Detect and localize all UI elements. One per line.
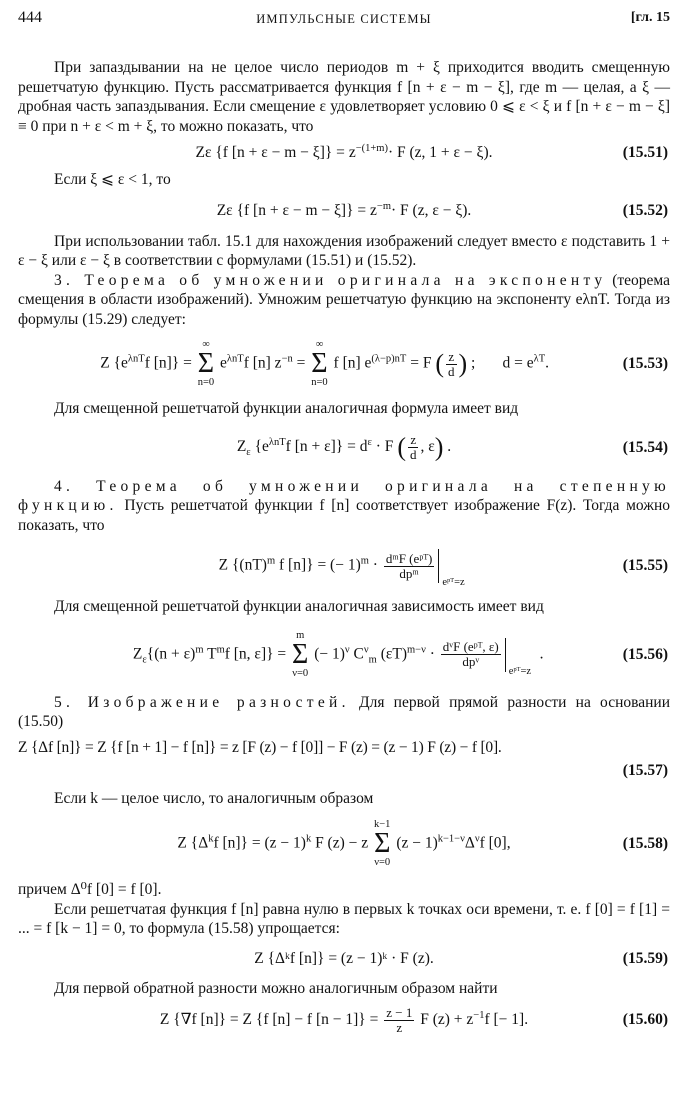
equation-15-59: Z {Δᵏf [n]} = (z − 1)ᵏ · F (z). (15.59) bbox=[254, 949, 668, 967]
paragraph-delta-zero: причем Δ⁰f [0] = f [0]. bbox=[18, 881, 162, 898]
equation-number: (15.57) bbox=[622, 762, 668, 779]
equation-number: (15.55) bbox=[622, 557, 668, 575]
paragraph-theorem-4: 4. Теорема об умножении оригинала на степенную функцию. Пусть решетчатой функции f [n] соответствует изображение F(z). Тогда можно показать, что bbox=[18, 477, 671, 534]
paragraph-theorem-3: 3. Теорема об умножении оригинала на экспоненту (теорема смещения в области изображений). Умножим решетчатую функцию на экспоненту eλnT. Тогда из формулы (15.29) следует: bbox=[18, 271, 670, 328]
page-number: 444 bbox=[18, 9, 42, 26]
paragraph-table-usage: При использовании табл. 15.1 для нахождения изображений следует вместо ε подставить 1 + ε − ξ или ε − ξ в соответствии с формулами (15.51) и (15.52). bbox=[18, 232, 670, 269]
equation-15-54: $Z_\varepsilon$ {$e^{\lambda nT}f$ $[n + \varepsilon]\} = d^\varepsilon \cdot F$ ( $\frac{z}{d}$ , ε) . (15.54) bbox=[236, 432, 668, 462]
theorem-3-title: 3. Теорема об умножении оригинала на экспоненту bbox=[54, 271, 607, 289]
paragraph-case: Если ξ ⩽ ε < 1, то bbox=[54, 171, 171, 188]
paragraph-theorem-5: 5. Изображение разностей. Для первой прямой разности на основании (15.50) bbox=[18, 693, 670, 730]
equation-number: (15.56) bbox=[622, 645, 668, 663]
equation-15-58: Z {$\Delta^kf$ $[n]\} = (z - 1)^k$ F (z) − z k−1 Σ ν=0 $(z - 1)^{k-1-\nu}\Delta^\nu f$ [0], (15.58) bbox=[177, 819, 668, 868]
equation-number: (15.51) bbox=[622, 144, 668, 162]
equation-15-55: Z {(nT)$^m$ f [n]} = (− 1)$^m$ · $\frac{\text{dᵐF (eᵖᵀ)}}{\text{dpᵐ}}$ eᵖᵀ=z (15.55) bbox=[218, 550, 668, 588]
paragraph-shifted-2: Для смещенной решетчатой функции аналогичная зависимость имеет вид bbox=[54, 598, 544, 615]
paragraph-k-difference: Если k — целое число, то аналогичным образом bbox=[54, 789, 374, 807]
theorem-5-title: 5. Изображение разностей. bbox=[54, 693, 350, 711]
equation-15-56: $Z_\varepsilon\{(n + \varepsilon)^m$ $T^mf$ [n, ε]} = m Σ ν=0 (− 1)$^\nu$ $C^\nu_m$ $(\varepsilon T)^{m-\nu}$ · $\frac{\text{dᵛF (eᵖᵀ, ε)}}{\text{dpᵛ}}$ eᵖᵀ=z . (15.56) bbox=[132, 629, 668, 679]
equation-15-53: Z {$e^{\lambda nT}f$ [n]} = ∞ Σ n=0 $e^{\lambda nT}f$ [n] $z^{-n}$ = ∞ Σ n=0 f [n] $e^{(\lambda-p)nT} = F$ ( $\frac{z}{d}$ ) ; $d = e^{\lambda T}$. (15.53) bbox=[100, 339, 668, 388]
equation-15-60: Z {∇f [n]} = Z {f [n] − f [n − 1]} = $\frac{z - 1}{z}$ F $(z) + z^{-1}f$ [− 1]. (15.60) bbox=[159, 1004, 668, 1035]
equation-number: (15.58) bbox=[622, 835, 668, 853]
equation-number: (15.52) bbox=[622, 201, 668, 219]
theorem-4-title: 4. Теорема об умножении оригинала на степенную функцию. bbox=[18, 477, 670, 514]
page-header bbox=[18, 8, 670, 30]
equation-number: (15.60) bbox=[622, 1011, 668, 1029]
chapter-label: [гл. 15 bbox=[630, 10, 670, 25]
paragraph-backward-difference: Для первой обратной разности можно аналогичным образом найти bbox=[54, 979, 498, 997]
running-title: ИМПУЛЬСНЫЕ СИСТЕМЫ bbox=[256, 12, 432, 26]
equation-15-51: Zε {f $[n + \varepsilon - m - \xi]\} = z^{-(1+m)}\cdot F$ (z, 1 + ε − ξ). (15.51) bbox=[195, 143, 668, 162]
equation-number: (15.54) bbox=[622, 438, 668, 456]
paragraph-zero-points: Если решетчатая функция f [n] равна нулю в первых k точках оси времени, т. е. f [0] = f [1] = ... = f [k − 1] = 0, то формула (15.58) упрощается: bbox=[18, 900, 670, 937]
equation-15-57: Z {Δf [n]} = Z {f [n + 1] − f [n]} = z [F (z) − f [0]] − F (z) = (z − 1) F (z) − f [0]. (15.57) bbox=[18, 738, 668, 779]
paragraph-shifted-1: Для смещенной решетчатой функции аналогичная формула имеет вид bbox=[54, 400, 519, 417]
page-body bbox=[18, 58, 670, 1042]
equation-number: (15.59) bbox=[622, 949, 668, 967]
equation-15-52: Zε {f $[n + \varepsilon - m - \xi]\} = z^{-m}\cdot F$ (z, ε − ξ). (15.52) bbox=[216, 200, 668, 219]
equation-number: (15.53) bbox=[622, 355, 668, 373]
paragraph-delay: При запаздывании на не целое число периодов m + ξ приходится вводить смещенную решетчатую функцию. Пусть рассматривается функция f [n + ε − m − ξ], где m — целая, а ξ — дробная часть запаздывания. Если смещение ε удовлетворяет условию 0 ⩽ ε < ξ и f [n + ε − m − ξ] ≡ 0 при n + ε < m + ξ, то можно показать, что bbox=[18, 59, 670, 135]
